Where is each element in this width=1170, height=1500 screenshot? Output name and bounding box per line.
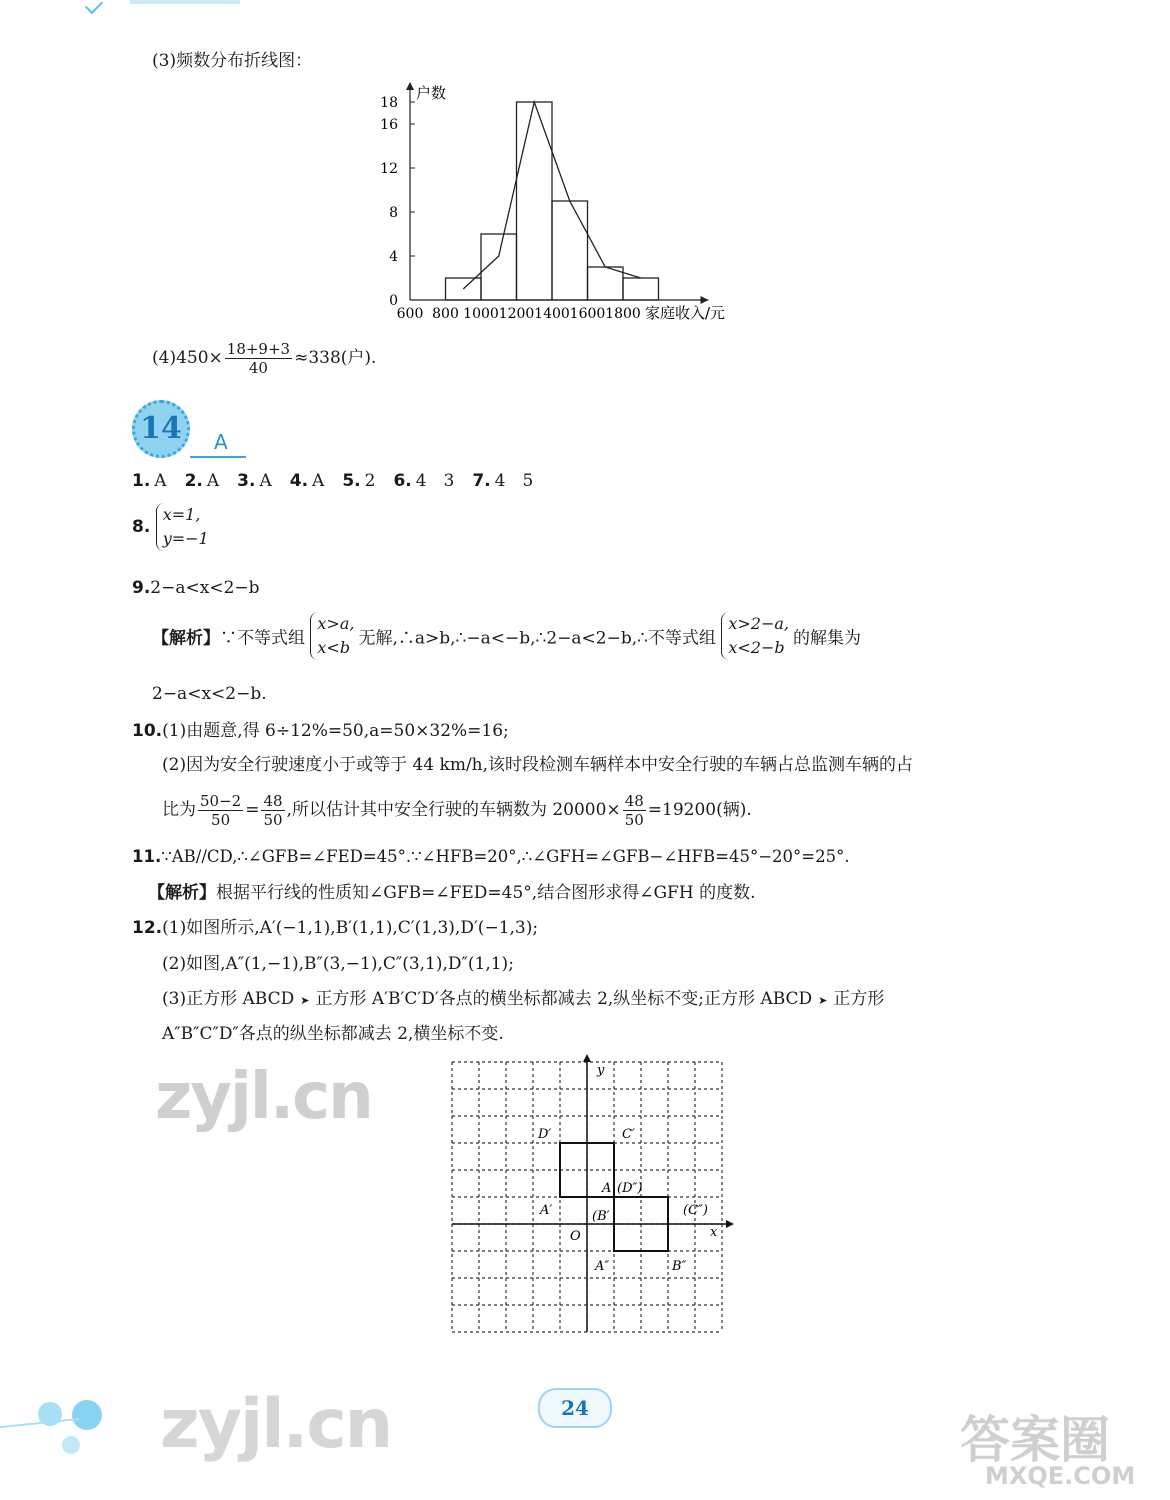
x-tick-label: 600 — [396, 306, 424, 322]
answer-number: 7. — [472, 471, 491, 491]
q10-line3 — [162, 792, 752, 829]
q10-f2-num: 48 — [263, 792, 283, 810]
q12-text-c: 正方形 — [833, 989, 885, 1009]
answer-value: 2 — [364, 471, 376, 491]
answer-value: A — [259, 471, 272, 491]
q11-analysis-text: 根据平行线的性质知∠GFB=∠FED=45°,结合图形求得∠GFH 的度数. — [216, 883, 756, 903]
q4-denominator: 40 — [248, 359, 268, 377]
grid-label-App: A″ — [595, 1259, 610, 1274]
q9-system2-line2: x<2−b — [728, 638, 785, 657]
q4-suffix: ≈338(户). — [294, 348, 377, 368]
grid-label-x: x — [710, 1225, 718, 1240]
answer-value: A — [154, 471, 167, 491]
q12-line4: A″B″C″D″各点的纵坐标都减去 2,横坐标不变. — [162, 1024, 504, 1044]
watermark-zyjl-2: zyjl.cn — [160, 1385, 392, 1464]
watermark-mxqe: MXQE.COM — [985, 1462, 1136, 1490]
section-number: 14 — [140, 411, 182, 446]
page-number-text: 24 — [561, 1396, 589, 1420]
header-bar — [130, 0, 240, 4]
y-tick-label: 12 — [380, 161, 398, 177]
x-tick-label: 1400 — [534, 306, 570, 322]
q4-fraction — [225, 340, 292, 377]
answer-number: 4. — [289, 471, 309, 491]
x-axis-arrow — [726, 1220, 734, 1228]
grid-label-Cp: C′ — [622, 1127, 635, 1142]
q8-line2: y=−1 — [162, 529, 209, 548]
q4-line — [152, 340, 376, 377]
grid-label-A: A — [602, 1181, 612, 1196]
x-axis-arrow — [701, 296, 709, 304]
q10-text-b: ,所以估计其中安全行驶的车辆数为 20000× — [286, 800, 621, 820]
answer-number: 3. — [237, 471, 256, 491]
q10-number: 10. — [132, 721, 163, 741]
q10-f3-den: 50 — [624, 811, 644, 829]
q11-analysis-tag: 【解析】 — [148, 883, 216, 903]
q12-text-a: (3)正方形 ABCD — [162, 989, 295, 1009]
section-letter: A — [214, 430, 228, 454]
grid-label-Bp: (B′ — [592, 1209, 610, 1224]
q12-line3 — [162, 988, 884, 1012]
grid-label-origin: O — [570, 1229, 581, 1244]
page-number — [538, 1388, 612, 1428]
histogram-bar — [588, 267, 624, 300]
answer-value: A — [206, 471, 220, 491]
answer-value: A — [312, 471, 325, 491]
q4-numerator: 18+9+3 — [226, 340, 291, 358]
q11-line2 — [148, 882, 755, 904]
header-decoration — [85, 0, 103, 14]
q9-answer-text: 2−a<x<2−b — [150, 578, 260, 598]
q9-text1: ∵不等式组 — [220, 628, 305, 649]
watermark-zyjl-1: zyjl.cn — [155, 1060, 372, 1134]
grid-label-Dp: D′ — [538, 1127, 552, 1142]
q9-system1 — [310, 612, 354, 660]
q10-f3-num: 48 — [624, 792, 644, 810]
x-axis-label: 家庭收入/元 — [645, 304, 726, 322]
q10-text-c: =19200(辆). — [647, 800, 752, 820]
q4-prefix: (4)450× — [152, 348, 223, 368]
q11-text: ∵AB//CD,∴∠GFB=∠FED=45°.∵∠HFB=20°,∴∠GFH=∠GFB−∠HFB=45°−20°=25°. — [161, 847, 850, 866]
y-axis-arrow — [406, 82, 414, 90]
q10-line2: (2)因为安全行驶速度小于或等于 44 km/h,该时段检测车辆样本中安全行驶的车辆占总监测车辆的占 — [162, 755, 914, 775]
q10-part1: (1)由题意,得 6÷12%=50,a=50×32%=16; — [162, 721, 509, 741]
q9-text3: 的解集为 — [792, 628, 861, 649]
q12-line1 — [132, 917, 538, 939]
answer-number: 5. — [342, 471, 361, 491]
y-tick-label: 4 — [389, 249, 398, 265]
q11-number: 11. — [132, 847, 162, 866]
arrow-icon: ➤ — [300, 994, 310, 1007]
grid-label-Dpp: (D″) — [617, 1181, 643, 1196]
q11-line1 — [132, 846, 850, 868]
histogram-bar — [517, 102, 553, 300]
y-tick-label: 16 — [380, 117, 398, 133]
footer-dot-large — [72, 1400, 102, 1430]
q9-answer — [132, 577, 260, 599]
q9-text2: 无解,∴a>b,∴−a<−b,∴2−a<2−b,∴不等式组 — [358, 628, 716, 649]
q12-text-b: 正方形 A′B′C′D′各点的横坐标都减去 2,纵坐标不变;正方形 ABCD — [315, 989, 813, 1009]
answer-number: 1. — [132, 471, 151, 491]
q10-fraction2 — [261, 792, 284, 829]
q12-number: 12. — [132, 918, 163, 938]
answer-number: 2. — [184, 471, 203, 491]
answer-value: 4 3 — [415, 471, 455, 491]
y-axis-label: 户数 — [416, 84, 447, 102]
q9-number: 9. — [132, 578, 151, 598]
q10-equals: = — [245, 800, 260, 820]
y-axis-arrow — [583, 1054, 591, 1062]
y-tick-label: 18 — [380, 95, 398, 111]
q10-f1-num: 50−2 — [200, 792, 242, 810]
q9-result: 2−a<x<2−b. — [152, 684, 267, 704]
answers-1-7 — [132, 470, 551, 492]
q8-number: 8. — [132, 517, 151, 537]
x-tick-label: 1800 — [605, 306, 641, 322]
grid-label-Ap: A′ — [540, 1203, 553, 1218]
q10-f1-den: 50 — [211, 811, 231, 829]
grid-label-Cpp: (C″) — [683, 1203, 708, 1218]
section-underline — [190, 456, 246, 458]
histogram-bar — [552, 201, 588, 300]
x-tick-label: 1000 — [463, 306, 499, 322]
q9-system1-line1: x>a, — [317, 614, 355, 633]
q9-analysis — [152, 612, 861, 660]
q10-fraction3 — [623, 792, 646, 829]
footer-dot-small — [62, 1436, 80, 1454]
answer-value: 4 5 — [494, 471, 534, 491]
answer-number: 6. — [393, 471, 412, 491]
q8-line1: x=1, — [162, 505, 201, 524]
q9-system2 — [721, 612, 789, 660]
grid-label-y: y — [597, 1063, 605, 1078]
arrow-icon: ➤ — [818, 994, 828, 1007]
x-tick-label: 1600 — [569, 306, 606, 322]
coordinate-grid — [440, 1050, 740, 1340]
x-tick-label: 800 — [432, 306, 459, 322]
q8 — [132, 503, 213, 551]
q10-f2-den: 50 — [263, 811, 283, 829]
q8-system — [156, 503, 209, 551]
x-tick-label: 1200 — [498, 306, 535, 322]
q12-part1: (1)如图所示,A′(−1,1),B′(1,1),C′(1,3),D′(−1,3); — [162, 918, 539, 938]
q10-fraction1 — [198, 792, 243, 829]
q10-line1 — [132, 720, 509, 742]
grid-label-Bpp: B″ — [672, 1259, 687, 1274]
y-tick-label: 0 — [389, 293, 398, 309]
y-tick-label: 8 — [389, 205, 398, 221]
q9-analysis-tag: 【解析】 — [152, 628, 220, 649]
frequency-histogram — [370, 80, 800, 330]
q3-label: (3)频数分布折线图： — [152, 51, 313, 71]
q9-system2-line1: x>2−a, — [728, 614, 789, 633]
histogram-bar — [623, 278, 659, 300]
watermark-daanquan: 答案圈 — [960, 1411, 1110, 1469]
section-badge — [132, 400, 190, 458]
q10-text-a: 比为 — [162, 800, 196, 820]
q12-line2: (2)如图,A″(1,−1),B″(3,−1),C″(3,1),D″(1,1); — [162, 954, 514, 974]
q9-system1-line2: x<b — [317, 638, 351, 657]
